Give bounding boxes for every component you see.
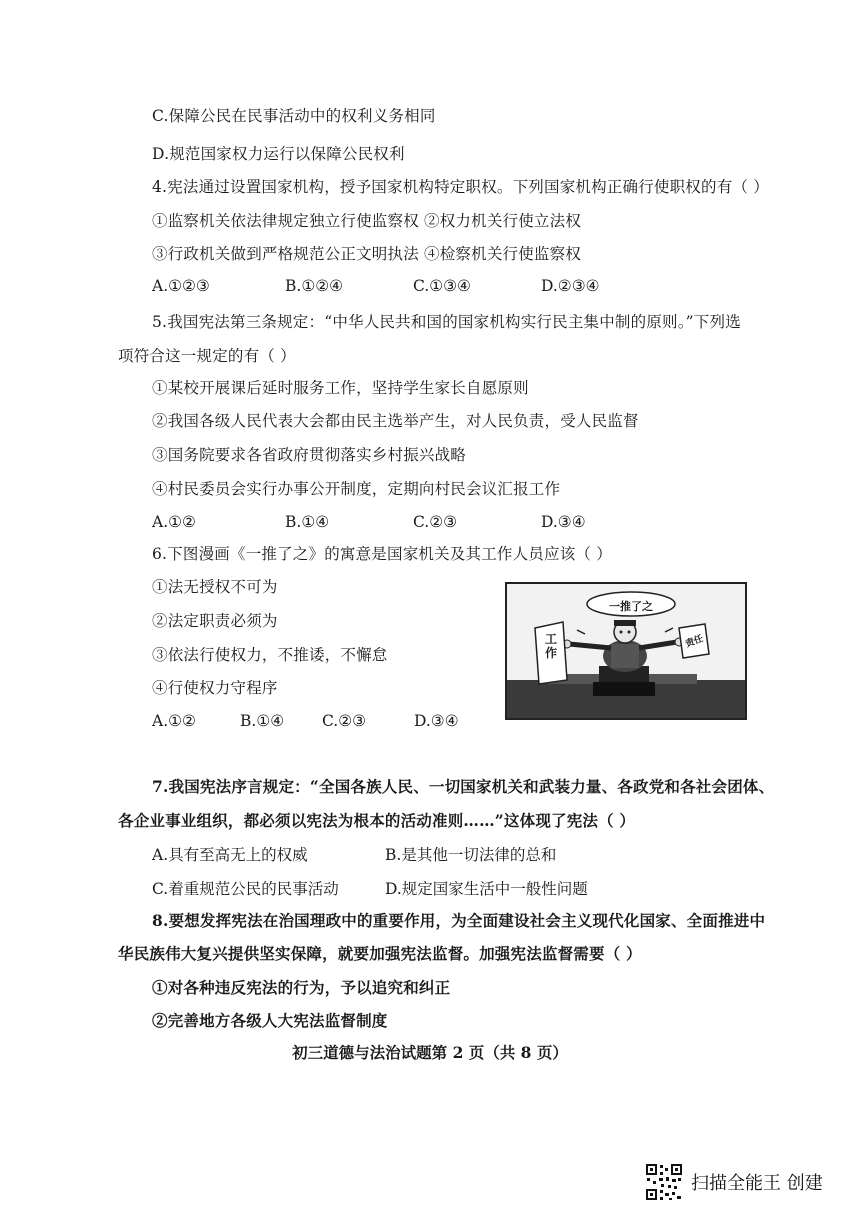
cartoon-right-paper-text: 责任 [684,634,705,650]
question-7-stem-2: 各企业事业组织，都必须以宪法为根本的活动准则……”这体现了宪法（ ） [118,811,636,830]
question-4-statements-2: ③行政机关做到严格规范公正文明执法 ④检察机关行使监察权 [152,245,582,263]
scanner-watermark [645,1162,823,1202]
question-5-statement-2: ②我国各级人民代表大会都由民主选举产生，对人民负责，受人民监督 [152,412,639,430]
q7-option-b: B.是其他一切法律的总和 [385,846,557,864]
q4-option-b: B.①②④ [285,277,344,295]
question-5-stem-1: 5.我国宪法第三条规定：“中华人民共和国的国家机构实行民主集中制的原则。”下列选 [152,313,741,331]
q5-option-b: B.①④ [285,513,330,531]
question-6-statement-4: ④行使权力守程序 [152,679,278,697]
q3-option-c: C.保障公民在民事活动中的权利义务相同 [152,107,436,125]
question-5-stem-2: 项符合这一规定的有（ ） [118,347,296,365]
question-6-statement-2: ②法定职责必须为 [152,612,278,630]
q7-option-d: D.规定国家生活中一般性问题 [385,880,588,898]
question-8-statement-1: ①对各种违反宪法的行为，予以追究和纠正 [152,978,451,997]
q6-option-d: D.③④ [414,712,459,730]
q6-option-a: A.①② [152,712,196,730]
qr-code-icon [645,1163,683,1201]
watermark-text: 扫描全能王 创建 [691,1173,823,1194]
question-7-stem-1: 7.我国宪法序言规定：“全国各族人民、一切国家机关和武装力量、各政党和各社会团体、 [152,777,775,796]
cartoon-title: 一推了之 [609,600,653,613]
question-5-statement-4: ④村民委员会实行办事公开制度，定期向村民会议汇报工作 [152,480,561,498]
question-4-statements-1: ①监察机关依法律规定独立行使监察权 ②权力机关行使立法权 [152,212,582,230]
q4-option-c: C.①③④ [413,277,471,295]
q7-option-a: A.具有至高无上的权威 [152,846,308,864]
question-5-statement-1: ①某校开展课后延时服务工作，坚持学生家长自愿原则 [152,379,529,397]
q6-option-b: B.①④ [240,712,285,730]
question-4-stem: 4.宪法通过设置国家机构，授予国家机构特定职权。下列国家机构正确行使职权的有（ ） [152,178,769,196]
q5-option-a: A.①② [152,513,196,531]
question-5-statement-3: ③国务院要求各省政府贯彻落实乡村振兴战略 [152,446,467,464]
question-6-statement-3: ③依法行使权力，不推诿，不懈怠 [152,646,388,664]
q7-option-c: C.着重规范公民的民事活动 [152,880,339,898]
question-8-statement-2: ②完善地方各级人大宪法监督制度 [152,1011,388,1030]
q5-option-c: C.②③ [413,513,458,531]
question-6-stem: 6.下图漫画《一推了之》的寓意是国家机关及其工作人员应该（ ） [152,545,612,563]
q5-option-d: D.③④ [541,513,586,531]
page-footer: 初三道德与法治试题第 2 页（共 8 页） [292,1043,568,1062]
cartoon-left-paper-text: 工作 [545,632,558,660]
q3-option-d: D.规范国家权力运行以保障公民权利 [152,145,405,163]
question-8-stem-1: 8.要想发挥宪法在治国理政中的重要作用，为全面建设社会主义现代化国家、全面推进中 [152,911,766,930]
question-6-statement-1: ①法无授权不可为 [152,578,278,596]
q6-option-c: C.②③ [322,712,367,730]
question-8-stem-2: 华民族伟大复兴提供坚实保障，就要加强宪法监督。加强宪法监督需要（ ） [118,944,642,963]
q4-option-d: D.②③④ [541,277,600,295]
q4-option-a: A.①②③ [152,277,210,295]
cartoon-illustration [505,582,747,720]
